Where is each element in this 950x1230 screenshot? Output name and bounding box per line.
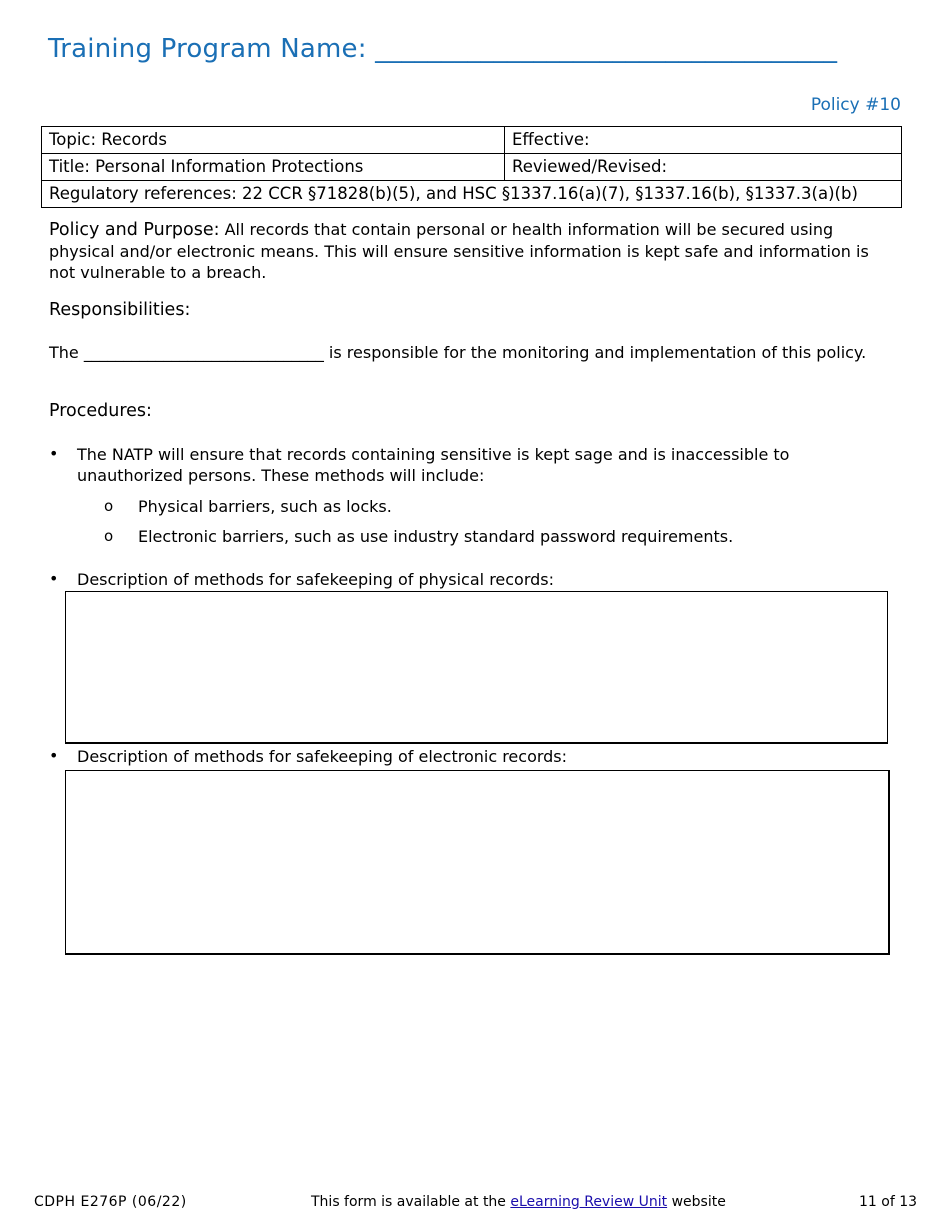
physical-records-description-field[interactable] [65,591,888,744]
bullet-text: Description of methods for safekeeping of physical records: [77,570,555,589]
page-number: 11 of 13 [859,1194,918,1210]
regulatory-cell: Regulatory references: 22 CCR §71828(b)(5), and HSC §1337.16(a)(7), §1337.16(b), §1337.3(a)(b) [42,181,902,208]
page-title: Training Program Name: ___________________________________ [48,34,838,64]
policy-number: Policy #10 [810,95,901,115]
availability-suffix: website [667,1194,726,1210]
effective-cell[interactable]: Effective: [505,127,902,154]
form-id: CDPH E276P (06/22) [34,1194,187,1210]
sub-bullet-icon: o [104,497,114,515]
table-row [42,127,902,154]
table-row [42,154,902,181]
table-row [42,181,902,208]
reviewed-cell[interactable]: Reviewed/Revised: [505,154,902,181]
bullet-text: The NATP will ensure that records containing sensitive is kept sage and is inaccessible to unauthorized persons. These methods will include: [77,445,790,485]
purpose-text: All records that contain personal or health information will be secured using physical and/or electronic means. This will ensure sensitive information is kept safe and information is not vulnerable to a breach. [49,220,869,282]
elearning-review-unit-link[interactable]: eLearning Review Unit [510,1194,668,1210]
availability-prefix: This form is available at the [311,1194,511,1210]
policy-purpose [49,219,894,283]
sub-bullet-text: Physical barriers, such as locks. [138,497,392,516]
sub-bullet-text: Electronic barriers, such as use industry standard password requirements. [138,527,734,546]
bullet-icon: • [49,569,59,588]
topic-cell: Topic: Records [42,127,505,154]
policy-meta-table [41,126,902,208]
bullet-text: Description of methods for safekeeping of electronic records: [77,747,568,766]
title-cell: Title: Personal Information Protections [42,154,505,181]
responsibilities-text: The ______________________________ is responsible for the monitoring and implementation of this policy. [49,343,867,362]
bullet-icon: • [49,746,59,765]
sub-bullet-icon: o [104,527,114,545]
availability-note [311,1194,726,1210]
bullet-icon: • [49,444,59,463]
electronic-records-description-field[interactable] [65,770,890,955]
procedures-heading: Procedures: [49,401,152,421]
responsibilities-heading: Responsibilities: [49,300,191,320]
purpose-label: Policy and Purpose: [49,220,220,240]
